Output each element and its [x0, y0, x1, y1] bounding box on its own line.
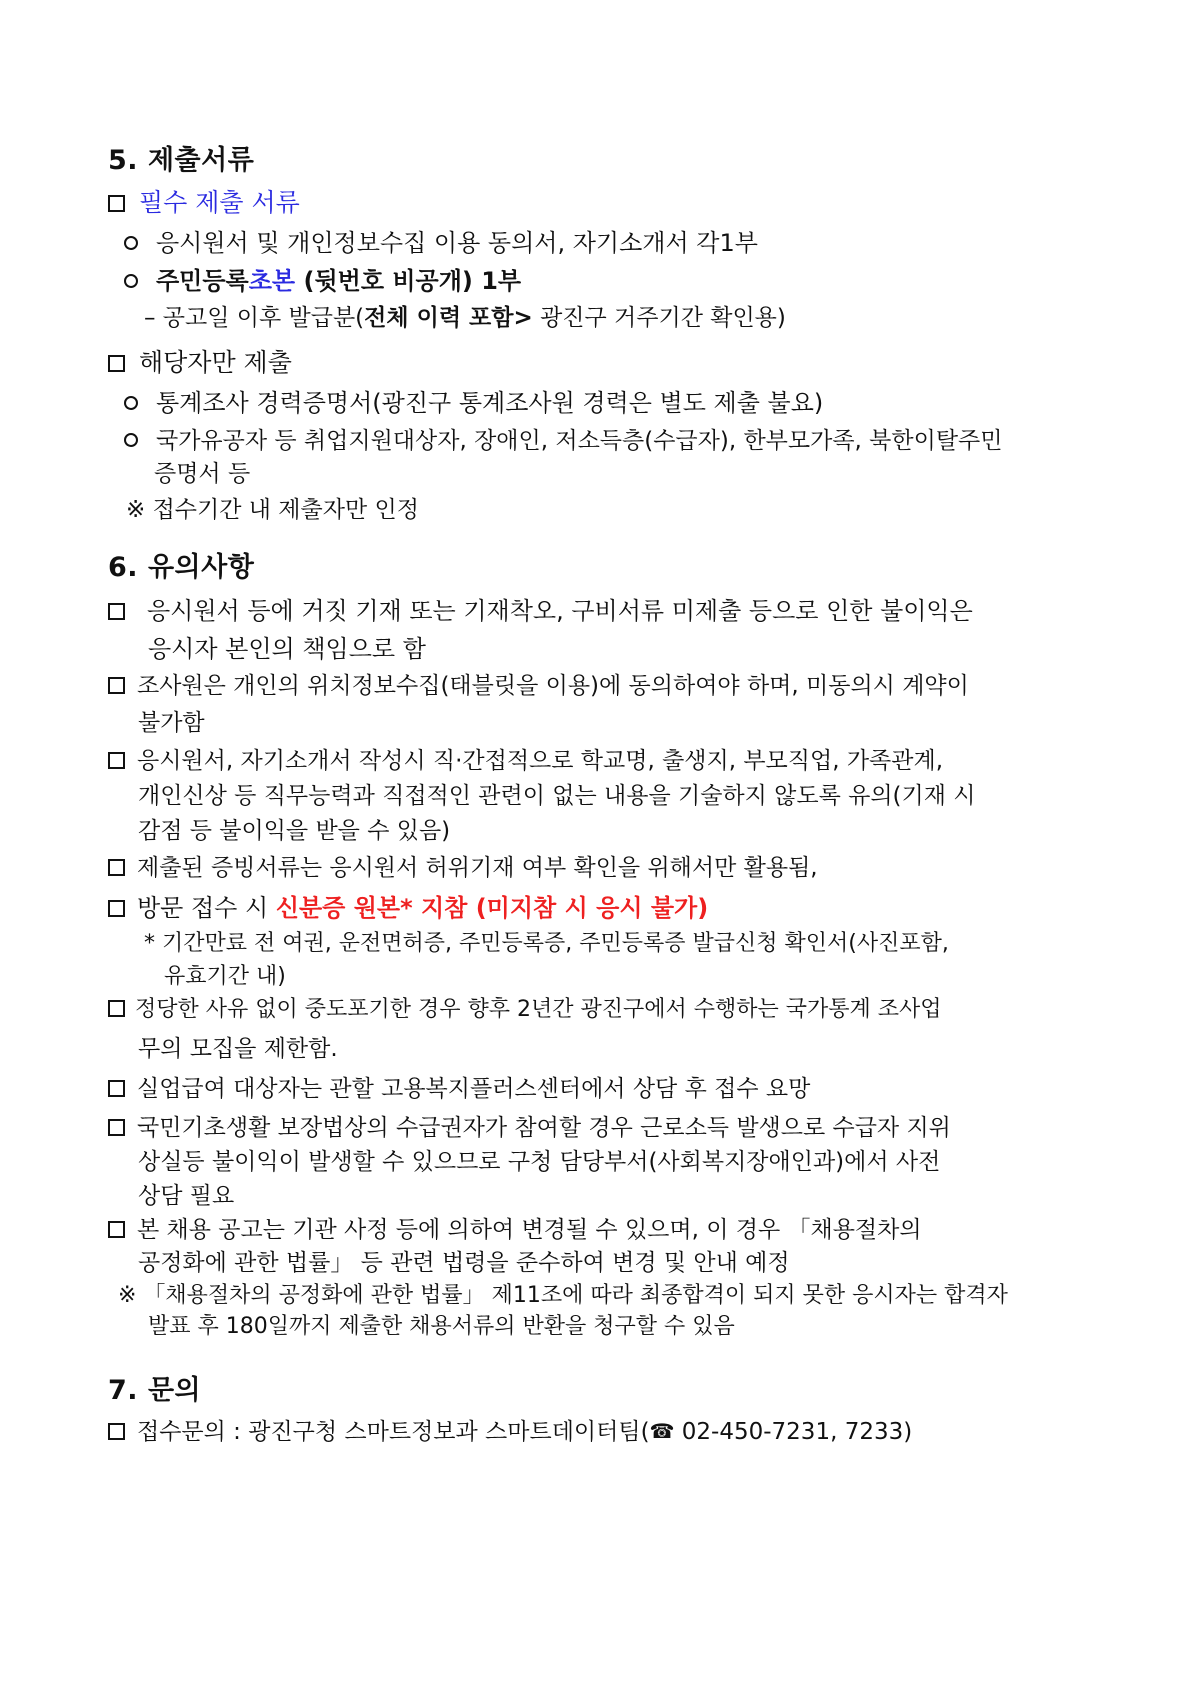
required-item-2-sub-suffix: 광진구 거주기간 확인용): [532, 305, 786, 331]
optional-item-2-cont: 증명서 등: [154, 461, 251, 487]
required-docs-label: 필수 제출 서류: [139, 188, 300, 217]
notice-item-6-text: 정당한 사유 없이 중도포기한 경우 향후 2년간 광진구에서 수행하는 국가통계 조사업: [135, 997, 942, 1022]
contact-text: 접수문의 : 광진구청 스마트정보과 스마트데이터팀(: [137, 1419, 650, 1445]
telephone-icon: ☎: [649, 1419, 675, 1443]
notice-item-1-text: 응시원서 등에 거짓 기재 또는 기재착오, 구비서류 미제출 등으로 인한 불이익은: [147, 597, 973, 625]
notice-item-1-cont: 응시자 본인의 책임으로 함: [148, 635, 426, 663]
optional-docs-label: 해당자만 제출: [139, 348, 292, 377]
law-note: ※ 「채용절차의 공정화에 관한 법률」 제11조에 따라 최종합격이 되지 못한 응시자는 합격자: [118, 1283, 1008, 1308]
notice-item-4: [108, 857, 818, 880]
notice-item-9-cont: 공정화에 관한 법률」 등 관련 법령을 준수하여 변경 및 안내 예정: [138, 1250, 790, 1276]
optional-item-1-text: 통계조사 경력증명서(광진구 통계조사원 경력은 별도 제출 불요): [156, 389, 824, 417]
notice-item-3-cont-2: 감점 등 불이익을 받을 수 있음): [138, 818, 451, 844]
notice-item-5-text: 방문 접수 시: [137, 894, 276, 922]
circle-bullet-icon: [124, 274, 138, 288]
checkbox-square-icon: [108, 1000, 125, 1017]
notice-item-3-text: 응시원서, 자기소개서 작성시 직·간접적으로 학교명, 출생지, 부모직업, 가족관계,: [137, 748, 944, 774]
section-5-title: 5. 제출서류: [108, 145, 255, 176]
checkbox-square-icon: [108, 355, 125, 372]
notice-item-8-cont-2: 상담 필요: [138, 1183, 235, 1209]
notice-item-2: [108, 675, 969, 698]
notice-item-5: [108, 896, 708, 920]
notice-item-2-text: 조사원은 개인의 위치정보수집(태블릿을 이용)에 동의하여야 하며, 미동의시 계약이: [137, 673, 969, 699]
notice-item-8: [108, 1117, 951, 1140]
checkbox-square-icon: [108, 752, 125, 769]
notice-item-8-text: 국민기초생활 보장법상의 수급권자가 참여할 경우 근로소득 발생으로 수급자 지위: [137, 1115, 951, 1141]
submission-note: ※ 접수기간 내 제출자만 인정: [126, 497, 419, 523]
optional-item-1: [124, 391, 823, 415]
notice-item-7-text: 실업급여 대상자는 관할 고용복지플러스센터에서 상담 후 접수 요망: [137, 1076, 811, 1102]
notice-item-2-cont: 불가함: [138, 710, 205, 736]
notice-item-8-cont-1: 상실등 불이익이 발생할 수 있으므로 구청 담당부서(사회복지장애인과)에서 사전: [138, 1149, 941, 1175]
circle-bullet-icon: [124, 396, 138, 410]
checkbox-square-icon: [108, 1221, 125, 1238]
law-note-cont: 발표 후 180일까지 제출한 채용서류의 반환을 청구할 수 있음: [148, 1314, 735, 1339]
required-item-2-sub-bold: 전체 이력 포함>: [364, 305, 533, 331]
required-docs-header: [108, 190, 300, 215]
section-6-title: 6. 유의사항: [108, 552, 255, 583]
checkbox-square-icon: [108, 1423, 125, 1440]
checkbox-square-icon: [108, 1080, 125, 1097]
circle-bullet-icon: [124, 236, 138, 250]
notice-item-9-text: 본 채용 공고는 기관 사정 등에 의하여 변경될 수 있으며, 이 경우 「채용절차의: [137, 1217, 922, 1243]
notice-item-6-cont: 무의 모집을 제한함.: [138, 1036, 338, 1062]
contact-phone-number: 02-450-7231, 7233): [674, 1419, 913, 1445]
required-item-2-text: 주민등록: [156, 267, 249, 295]
required-item-2-suffix: (뒷번호 비공개) 1부: [295, 267, 522, 295]
section-7-title: 7. 문의: [108, 1375, 202, 1406]
checkbox-square-icon: [108, 900, 125, 917]
circle-bullet-icon: [124, 433, 138, 447]
checkbox-square-icon: [108, 677, 125, 694]
notice-item-3-cont-1: 개인신상 등 직무능력과 직접적인 관련이 없는 내용을 기술하지 않도록 유의(기재 시: [138, 783, 976, 809]
contact-line: [108, 1421, 912, 1444]
required-item-2-highlight: 초본: [248, 267, 296, 295]
notice-item-4-text: 제출된 증빙서류는 응시원서 허위기재 여부 확인을 위해서만 활용됨,: [137, 855, 818, 881]
required-item-1: [124, 231, 758, 255]
checkbox-square-icon: [108, 1119, 125, 1136]
notice-item-1: [108, 599, 973, 623]
required-item-1-text: 응시원서 및 개인정보수집 이용 동의서, 자기소개서 각1부: [156, 229, 758, 257]
notice-item-5-warning: 신분증 원본* 지참 (미지참 시 응시 불가): [275, 894, 709, 922]
required-item-2: [124, 269, 521, 293]
checkbox-square-icon: [108, 859, 125, 876]
notice-item-9: [108, 1219, 922, 1242]
notice-item-3: [108, 750, 943, 773]
id-footnote-cont: 유효기간 내): [164, 964, 286, 989]
notice-item-7: [108, 1078, 810, 1101]
checkbox-square-icon: [108, 195, 125, 212]
optional-docs-header: [108, 350, 292, 375]
optional-item-2: [124, 430, 1002, 453]
notice-item-6: [108, 999, 942, 1021]
optional-item-2-text: 국가유공자 등 취업지원대상자, 장애인, 저소득층(수급자), 한부모가족, 북한이탈주민: [156, 428, 1003, 454]
required-item-2-sub: [144, 307, 786, 330]
required-item-2-sub-text: – 공고일 이후 발급분(: [144, 305, 365, 331]
checkbox-square-icon: [108, 603, 125, 620]
id-footnote: * 기간만료 전 여권, 운전면허증, 주민등록증, 주민등록증 발급신청 확인서(사진포함,: [144, 931, 949, 956]
